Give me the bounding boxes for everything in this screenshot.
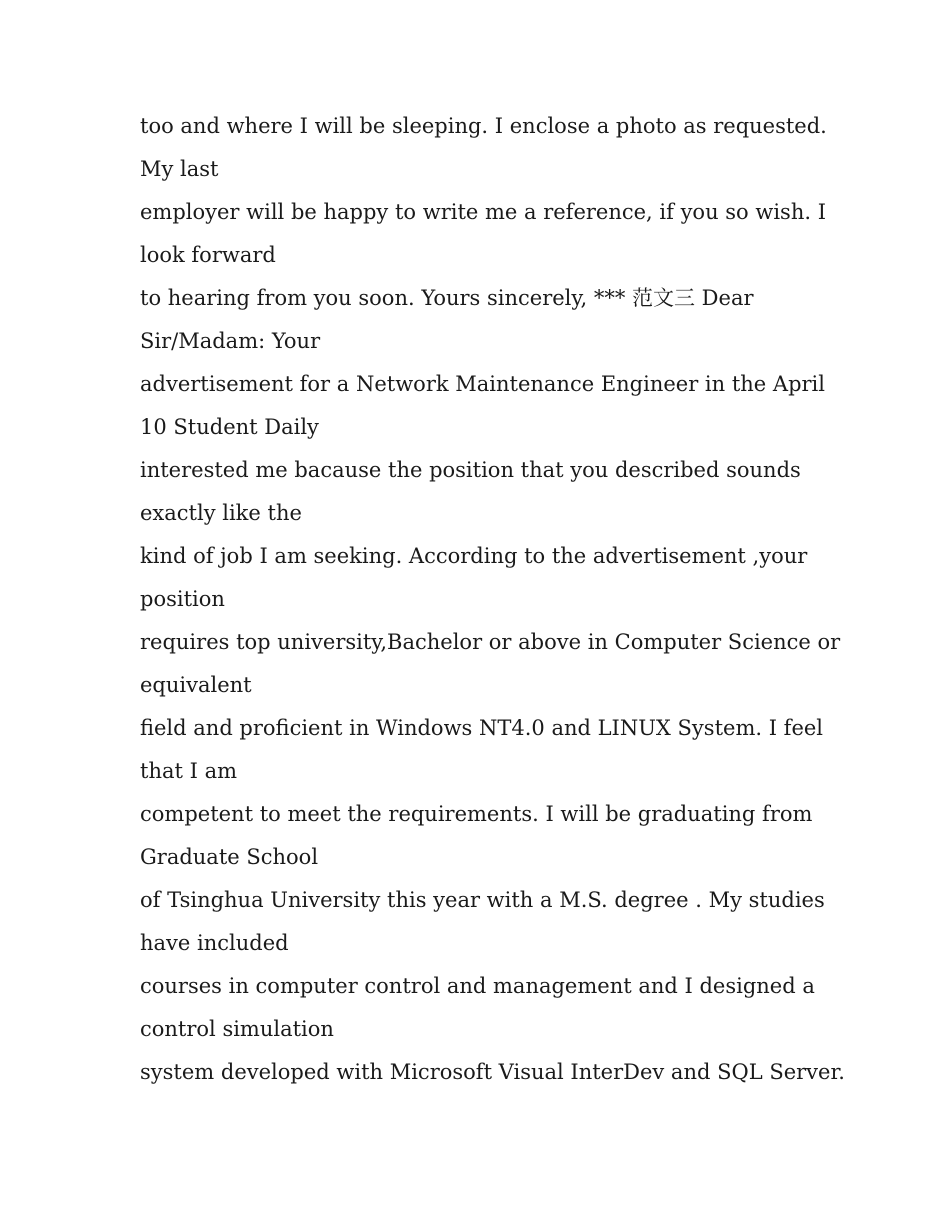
text-line-part: too and where I will be sleeping. I enclose a photo as requested. [140, 114, 827, 138]
text-line-wrap: exactly like the [140, 501, 302, 525]
text-line [140, 191, 827, 277]
text-line-part: employer will be happy to write me a reference, if you so wish. I [140, 200, 827, 224]
text-line-part: kind of job I am seeking. According to the advertisement ,your [140, 544, 808, 568]
text-line [140, 449, 820, 535]
text-line-part: interested me bacause the position that you described sounds [140, 458, 801, 482]
text-line-wrap: have included [140, 931, 289, 955]
text-line [140, 1051, 845, 1094]
text-line [140, 793, 820, 879]
text-line-wrap: control simulation [140, 1017, 334, 1041]
text-line-wrap: Graduate School [140, 845, 319, 869]
text-line-part: advertisement for a Network Maintenance Engineer in the April [140, 372, 825, 396]
text-line [140, 277, 820, 363]
text-line-wrap: equivalent [140, 673, 252, 697]
text-line-part: competent to meet the requirements. I will be graduating from [140, 802, 813, 826]
text-line-part: field and proficient in Windows NT4.0 and LINUX System. I feel [140, 716, 824, 740]
text-line-wrap: My last [140, 157, 219, 181]
letter-body [140, 105, 845, 1094]
text-line-part: requires top university,Bachelor or above in Computer Science or [140, 630, 841, 654]
text-line-wrap: 10 Student Daily [140, 415, 319, 439]
text-line-wrap: Sir/Madam: Your [140, 329, 321, 353]
text-line-part: of Tsinghua University this year with a M.S. degree . My studies [140, 888, 825, 912]
text-line [140, 707, 824, 793]
text-line [140, 535, 820, 621]
text-line-part: system developed with Microsoft Visual InterDev and SQL Server. [140, 1060, 845, 1084]
text-line-wrap: look forward [140, 243, 276, 267]
text-line [140, 363, 825, 449]
text-line [140, 621, 841, 707]
text-line [140, 105, 827, 191]
text-line-part: courses in computer control and management and I designed a [140, 974, 815, 998]
text-line [140, 965, 820, 1051]
text-line [140, 879, 825, 965]
text-line-part: to hearing from you soon. Yours sincerely, *** 范文三 Dear [140, 286, 754, 310]
text-line-wrap: position [140, 587, 225, 611]
text-line-wrap: that I am [140, 759, 238, 783]
